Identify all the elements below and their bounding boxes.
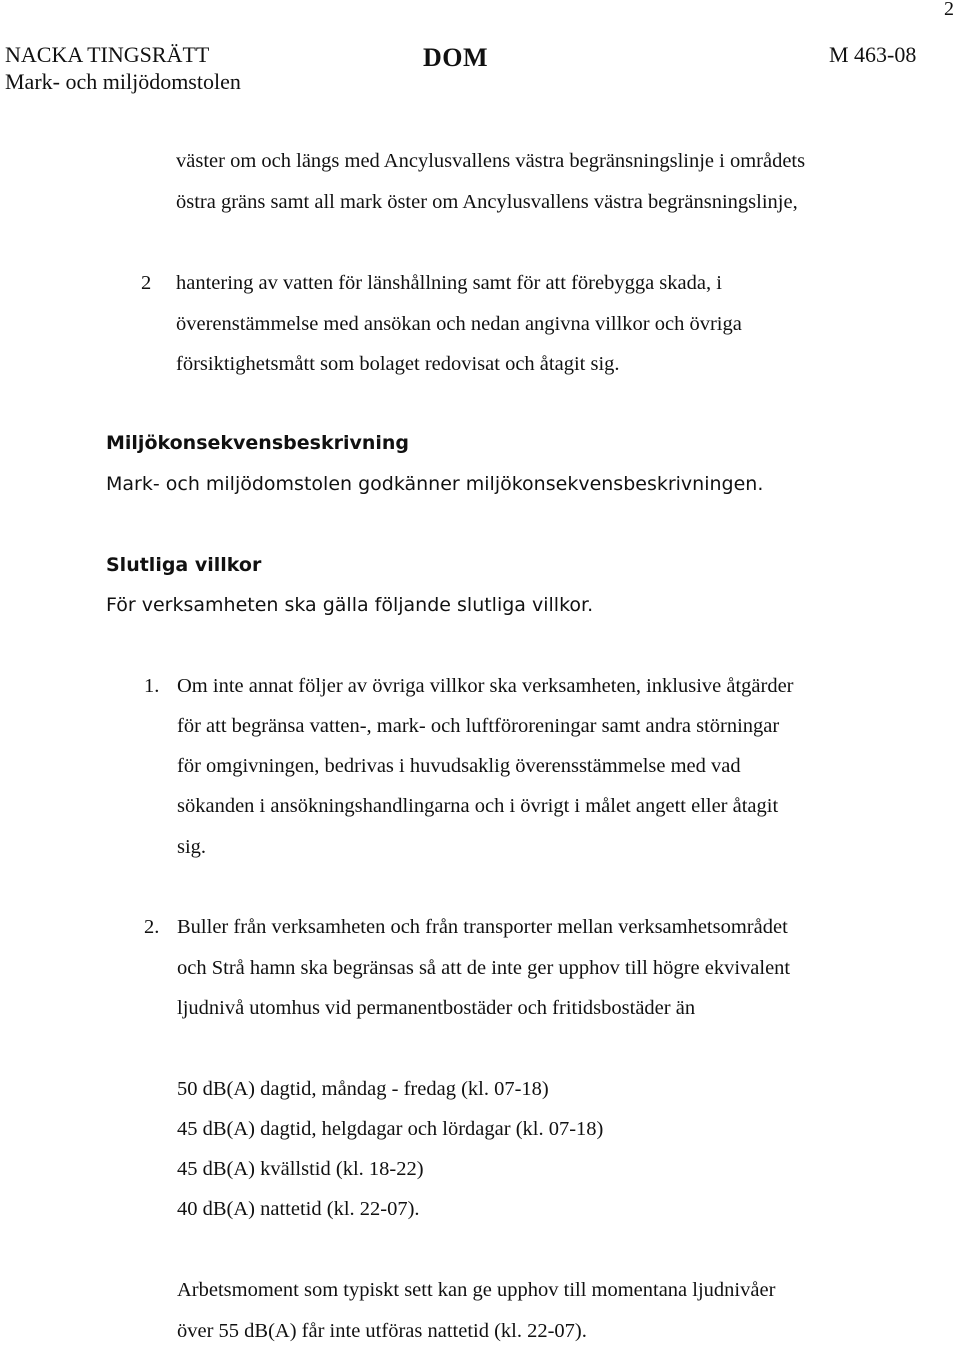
intro-line: östra gräns samt all mark öster om Ancylusvallens västra begränsningslinje, <box>176 191 798 213</box>
condition-line: för omgivningen, bedrivas i huvudsaklig överensstämmelse med vad <box>177 755 741 777</box>
section-heading: Slutliga villkor <box>106 554 262 576</box>
item-line: hantering av vatten för länshållning samt för att förebygga skada, i <box>176 272 722 294</box>
page-number: 2 <box>944 0 954 20</box>
court-division: Mark- och miljödomstolen <box>5 69 241 94</box>
condition-line: ljudnivå utomhus vid permanentbostäder och fritidsbostäder än <box>177 997 696 1019</box>
intro-line: väster om och längs med Ancylusvallens västra begränsningslinje i områdets <box>176 150 806 172</box>
condition-line: sig. <box>177 836 207 858</box>
condition-line: sökanden i ansökningshandlingarna och i övrigt i målet angett eller åtagit <box>177 795 779 817</box>
condition-number: 2. <box>144 916 160 938</box>
item-line: överenstämmelse med ansökan och nedan angivna villkor och övriga <box>176 313 742 335</box>
section-text: För verksamheten ska gälla följande slutliga villkor. <box>106 594 594 616</box>
noise-limit: 40 dB(A) nattetid (kl. 22-07). <box>177 1198 420 1220</box>
section-text: Mark- och miljödomstolen godkänner miljökonsekvensbeskrivningen. <box>106 473 764 495</box>
noise-limit: 45 dB(A) dagtid, helgdagar och lördagar (kl. 07-18) <box>177 1118 604 1140</box>
document-type: DOM <box>423 43 489 72</box>
condition-number: 1. <box>144 675 160 697</box>
condition-line: för att begränsa vatten-, mark- och luftföroreningar samt andra störningar <box>177 715 780 737</box>
condition-line: Buller från verksamheten och från transporter mellan verksamhetsområdet <box>177 916 788 938</box>
section-heading: Miljökonsekvensbeskrivning <box>106 432 410 454</box>
condition-line: och Strå hamn ska begränsas så att de inte ger upphov till högre ekvivalent <box>177 957 791 979</box>
condition-note-line: Arbetsmoment som typiskt sett kan ge upphov till momentana ljudnivåer <box>177 1279 776 1301</box>
noise-limit: 50 dB(A) dagtid, måndag - fredag (kl. 07-18) <box>177 1078 549 1100</box>
item-number: 2 <box>141 272 152 294</box>
condition-note-line: över 55 dB(A) får inte utföras nattetid (kl. 22-07). <box>177 1320 587 1342</box>
case-number: M 463-08 <box>829 42 917 67</box>
condition-line: Om inte annat följer av övriga villkor ska verksamheten, inklusive åtgärder <box>177 675 794 697</box>
item-line: försiktighetsmått som bolaget redovisat och åtagit sig. <box>176 353 620 375</box>
noise-limit: 45 dB(A) kvällstid (kl. 18-22) <box>177 1158 424 1180</box>
court-name: NACKA TINGSRÄTT <box>5 42 210 67</box>
